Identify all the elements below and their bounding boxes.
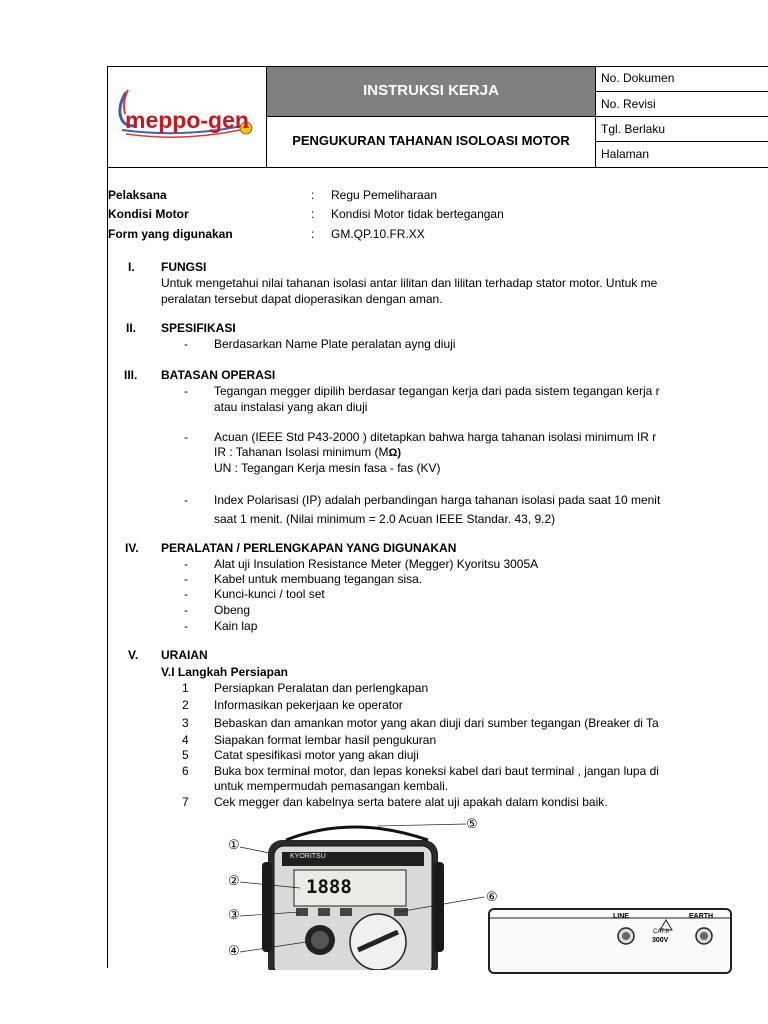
callout-2-icon: ② (228, 873, 240, 888)
doc-field-page: Halaman (601, 147, 650, 161)
section-number: V. (128, 648, 139, 662)
step-text: Persiapkan Peralatan dan perlengkapan (214, 681, 429, 695)
list-dash: - (184, 430, 188, 444)
step-text: untuk mempermudah pemasangan kembali. (214, 779, 449, 793)
section-title-operating-limits: BATASAN OPERASI (161, 368, 276, 382)
step-number: 3 (182, 716, 189, 730)
info-sep: : (311, 227, 315, 241)
info-label-executor: Pelaksana (108, 188, 167, 202)
list-dash: - (184, 572, 188, 586)
step-number: 2 (182, 698, 189, 712)
doc-field-number: No. Dokumen (601, 71, 675, 85)
section-number: I. (128, 260, 135, 274)
specification-item: Berdasarkan Name Plate peralatan ayng diuji (214, 337, 456, 351)
equipment-item: Kabel untuk membuang tegangan sisa. (214, 572, 423, 586)
list-dash: - (184, 619, 188, 633)
info-label-form: Form yang digunakan (108, 227, 233, 241)
list-dash: - (184, 493, 188, 507)
document-title: INSTRUKSI KERJA (363, 82, 499, 99)
left-margin-line (107, 168, 108, 968)
callout-4-icon: ④ (228, 943, 240, 958)
list-dash: - (184, 557, 188, 571)
list-dash: - (184, 384, 188, 398)
section-title-specification: SPESIFIKASI (161, 321, 236, 335)
equipment-item: Kain lap (214, 619, 258, 633)
limit-item-text (214, 445, 401, 460)
limit-item-text: UN : Tegangan Kerja mesin fasa - fas (KV) (214, 461, 441, 475)
ohm-unit: Ω) (388, 447, 401, 459)
info-value-motor-condition: Kondisi Motor tidak bertegangan (331, 207, 504, 221)
subsection-title-preparation: V.I Langkah Persiapan (161, 665, 288, 679)
equipment-item: Obeng (214, 603, 251, 617)
step-text: Informasikan pekerjaan ke operator (214, 698, 403, 712)
step-number: 7 (182, 795, 189, 809)
ir-definition: IR : Tahanan Isolasi minimum (M (214, 445, 389, 459)
callout-5-icon: ⑤ (466, 816, 478, 831)
terminal-earth-label: EARTH (689, 913, 714, 920)
info-sep: : (311, 188, 315, 202)
equipment-item: Kunci-kunci / tool set (214, 587, 325, 601)
device-brand-label: KYORITSU (290, 853, 326, 860)
limit-item-text: atau instalasi yang akan diuji (214, 400, 368, 414)
step-text: Bebaskan dan amankan motor yang akan diuji dari sumber tegangan (Breaker di Ta (214, 716, 659, 730)
terminal-cat-label: CAT.II (653, 929, 669, 935)
section-number: II. (126, 321, 137, 335)
info-label-motor-condition: Kondisi Motor (108, 207, 189, 221)
limit-item-text: saat 1 menit. (Nilai minimum = 2.0 Acuan IEEE Standar. 43, 9.2) (214, 512, 556, 526)
section-title-description: URAIAN (161, 648, 208, 662)
step-text: Buka box terminal motor, dan lepas koneksi kabel dari baut terminal , jangan lupa di (214, 764, 659, 778)
callout-3-icon: ③ (228, 907, 240, 922)
limit-item-text: Acuan (IEEE Std P43-2000 ) ditetapkan bahwa harga tahanan isolasi minimum IR r (214, 430, 657, 444)
list-dash: - (184, 337, 188, 351)
megger-illustration (218, 812, 508, 970)
info-value-executor: Regu Pemeliharaan (331, 188, 438, 202)
function-text-line: peralatan tersebut dapat dioperasikan dengan aman. (161, 292, 443, 306)
section-number: III. (124, 368, 138, 382)
doc-field-revision: No. Revisi (601, 97, 656, 111)
document-subtitle: PENGUKURAN TAHANAN ISOLOASI MOTOR (292, 133, 570, 148)
step-number: 1 (182, 681, 189, 695)
step-text: Siapakan format lembar hasil pengukuran (214, 733, 437, 747)
section-title-equipment: PERALATAN / PERLENGKAPAN YANG DIGUNAKAN (161, 541, 457, 555)
step-number: 5 (182, 748, 189, 762)
step-number: 4 (182, 733, 189, 747)
list-dash: - (184, 587, 188, 601)
terminal-line-label: LINE (613, 913, 629, 920)
logo-text: meppo-gen (125, 107, 249, 133)
step-text: Cek megger dan kabelnya serta batere alat uji apakah dalam kondisi baik. (214, 795, 608, 809)
terminal-voltage-label: 300V (652, 937, 669, 944)
list-dash: - (184, 603, 188, 617)
lcd-reading: 1888 (306, 876, 352, 898)
section-number: IV. (125, 541, 139, 555)
equipment-item: Alat uji Insulation Resistance Meter (Megger) Kyoritsu 3005A (214, 557, 539, 571)
section-title-function: FUNGSI (161, 260, 207, 274)
function-text-line: Untuk mengetahui nilai tahanan isolasi antar lilitan dan lilitan terhadap stator motor. Untuk me (161, 276, 658, 290)
info-value-form: GM.QP.10.FR.XX (331, 227, 425, 241)
limit-item-text: Tegangan megger dipilih berdasar tegangan kerja dari pada sistem tegangan kerja r (214, 384, 660, 398)
callout-6-icon: ⑥ (486, 889, 498, 904)
doc-field-effective-date: Tgl. Berlaku (601, 122, 666, 136)
step-number: 6 (182, 764, 189, 778)
step-text: Catat spesifikasi motor yang akan diuji (214, 748, 419, 762)
limit-item-text: Index Polarisasi (IP) adalah perbandingan harga tahanan isolasi pada saat 10 menit (214, 493, 661, 507)
info-sep: : (311, 207, 315, 221)
callout-1-icon: ① (228, 837, 240, 852)
